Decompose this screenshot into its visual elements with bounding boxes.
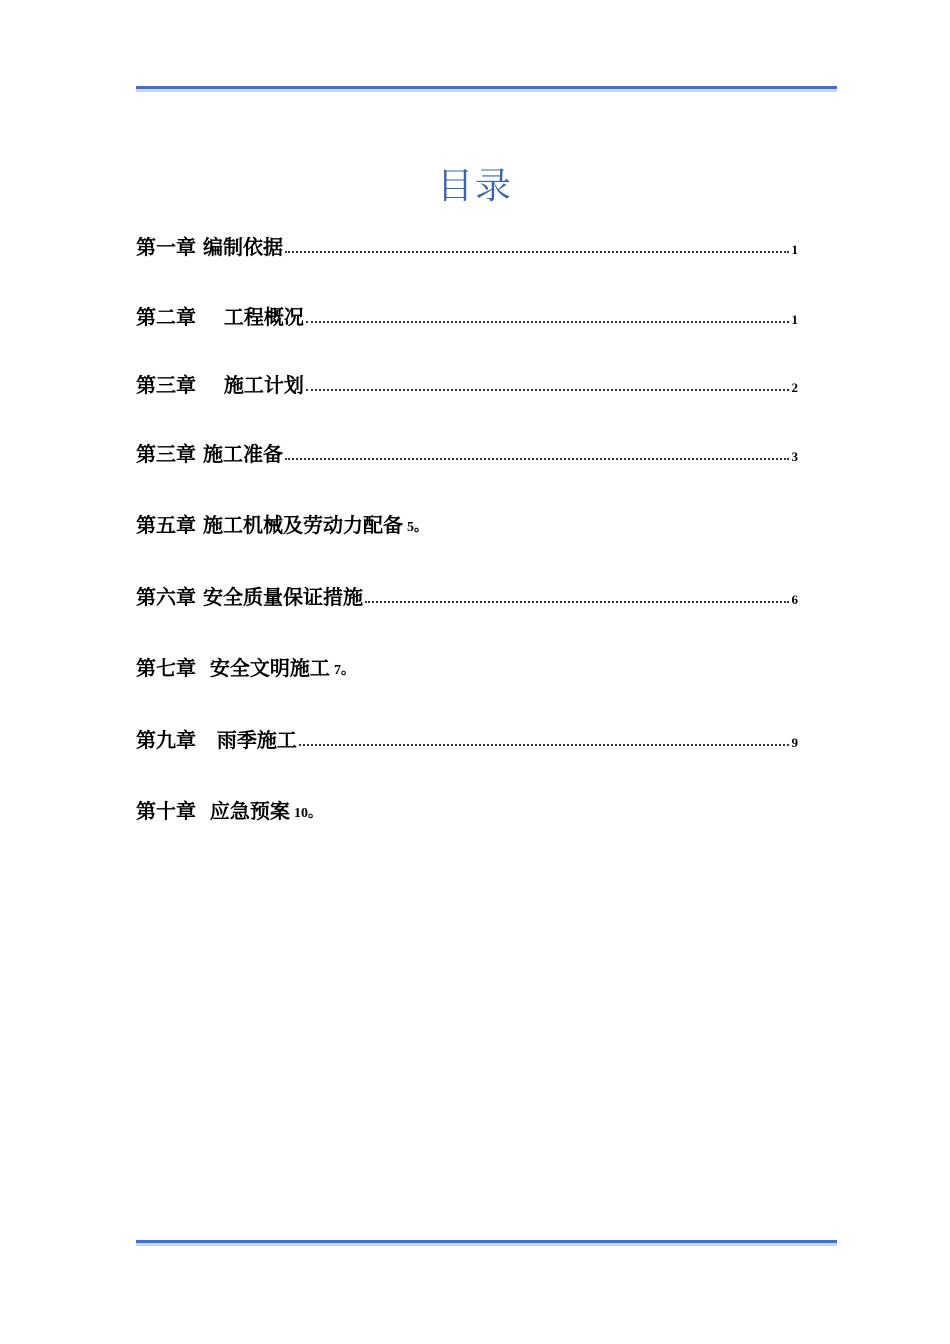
toc-entry[interactable] (136, 715, 798, 755)
toc-entry-label: 第三章 施工计划 (136, 373, 304, 397)
toc-leader-dots (285, 251, 789, 253)
toc-entry-label: 第五章 施工机械及劳动力配备 (136, 513, 403, 537)
toc-entry[interactable] (136, 429, 798, 469)
toc-entry[interactable] (136, 500, 798, 540)
toc-entry-label: 第一章 编制依据 (136, 235, 283, 259)
toc-leader-dots (285, 458, 789, 460)
toc-entry-page: 1 (791, 312, 798, 327)
toc-entry-page: 7。 (333, 663, 355, 678)
toc-entry[interactable] (136, 786, 798, 826)
toc-entry-label: 第六章 安全质量保证措施 (136, 585, 363, 609)
toc-entry-page: 2 (791, 380, 798, 395)
toc-entry[interactable] (136, 222, 798, 262)
toc-entry-label: 第九章 雨季施工 (136, 728, 297, 752)
toc-leader-dots (306, 389, 789, 391)
page-title: 目录 (436, 166, 513, 207)
toc-entry[interactable] (136, 572, 798, 612)
toc-entry-page: 6 (791, 592, 798, 607)
toc-entry-label: 第十章 应急预案 (136, 799, 290, 823)
toc-entry-label: 第七章 安全文明施工 (136, 656, 330, 680)
toc-entry-page: 3 (791, 449, 798, 464)
toc-leader-dots (299, 744, 789, 746)
toc-entry-page: 1 (791, 242, 798, 257)
toc-leader-dots (306, 321, 789, 323)
toc-entry[interactable] (136, 643, 798, 683)
toc-entry-page: 9 (791, 735, 798, 750)
toc-entry-label: 第三章 施工准备 (136, 442, 283, 466)
toc-leader-dots (365, 601, 789, 603)
header-rule (136, 86, 837, 89)
toc-entry[interactable] (136, 292, 798, 332)
toc-entry[interactable] (136, 360, 798, 400)
footer-rule (136, 1240, 837, 1243)
toc-entry-page: 5。 (406, 520, 428, 535)
toc-entry-label: 第二章 工程概况 (136, 305, 304, 329)
toc-entry-page: 10。 (293, 806, 322, 821)
